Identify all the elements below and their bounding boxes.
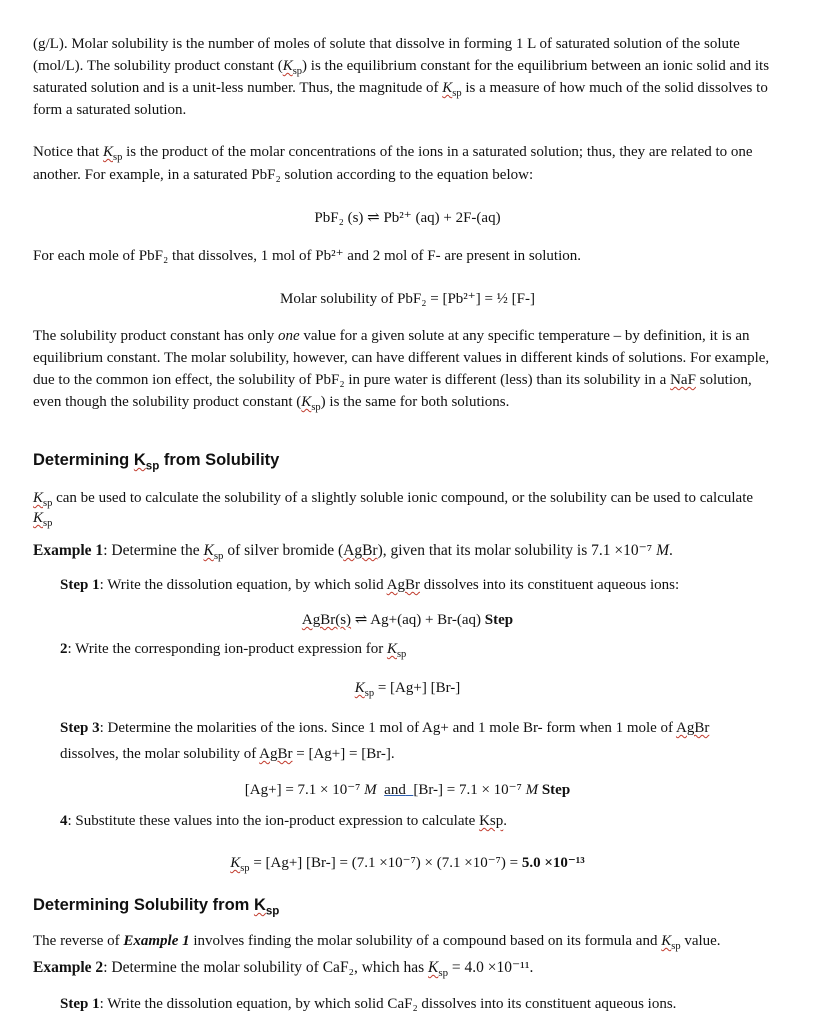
ksp-symbol: $K_{sp}$: [102, 144, 123, 163]
ksp-symbol: $K_{sp}$: [133, 451, 160, 473]
ksp-symbol: $K_{sp}$: [282, 58, 303, 77]
paragraph-line: due to the common ion effect, the solubility of PbF₂ in pure water is different (less) than its solubility in a NaF solution,: [33, 372, 752, 388]
ksp-symbol: $K_{sp}$: [428, 959, 449, 980]
paragraph-line: even though the solubility product constant $(K_{sp})$ is the same for both solutions.: [33, 394, 510, 413]
section-heading-solubility-from-ksp: Determining Solubility from $K_{sp}$: [33, 896, 280, 918]
equation-ion-molarities: [Ag+] = 7.1 × 10⁻⁷ M and [Br-] = 7.1 × 10⁻⁷ M Step: [244, 782, 571, 798]
ksp-symbol: $K_{sp}$: [33, 490, 53, 509]
step-1: Step 1: Write the dissolution equation, by which solid AgBr dissolves into its constituent aqueous ions:: [60, 577, 680, 593]
example-2: Example 2: Determine the molar solubility of CaF₂, which has $K_{sp} = 4.0 \times 10^{-11}$.: [33, 959, 534, 980]
paragraph-line: $K_{sp}$ can be used to calculate the solubility of a slightly soluble ionic compound, or the solubility can be used to calculate: [33, 490, 754, 509]
paragraph-line: Notice that $K_{sp}$ is the product of the molar concentrations of the ions in a saturated solution; thus, they are related to one: [33, 144, 753, 163]
ksp-symbol: $K_{sp}$: [661, 933, 681, 952]
paragraph-line: saturated solution and is a unit-less number. Thus, the magnitude of $K_{sp}$ is a measure of how much of the solid dissolves to: [33, 80, 768, 99]
section-heading-ksp-from-solubility: Determining $K_{sp}$ from Solubility: [33, 451, 280, 473]
step-3: Step 3: Determine the molarities of the ions. Since 1 mol of Ag+ and 1 mole Br- form when 1 mole of AgBr: [60, 720, 710, 736]
paragraph-line: The solubility product constant has only one value for a given solute at any specific temperature – by definition, it is an: [33, 328, 750, 344]
ksp-symbol: $K_{sp}$: [253, 896, 280, 918]
paragraph-line: For each mole of PbF₂ that dissolves, 1 mol of Pb²⁺ and 2 mol of F- are present in solution.: [33, 248, 582, 264]
paragraph-line: The reverse of Example 1 involves finding the molar solubility of a compound based on its formula and $K_{sp}$ value.: [33, 933, 721, 952]
equation-ksp-result: $K_{sp} = [Ag+] [Br-] = (7.1 \times 10^{-7}) \times (7.1 \times 10^{-7}) = 5.0 \times 10^{-13}$: [230, 855, 585, 874]
ksp-symbol: $K_{sp}$: [33, 510, 53, 529]
ksp-symbol: $K_{sp}$: [230, 855, 250, 874]
paragraph-line: form a saturated solution.: [33, 102, 187, 118]
equation-agbr-dissolution: AgBr(s) ⇌ Ag+(aq) + Br-(aq) Step: [301, 612, 514, 628]
step-4: 4: Substitute these values into the ion-product expression to calculate Ksp.: [60, 813, 507, 829]
step-2: 2: Write the corresponding ion-product expression for $K_{sp}$: [60, 641, 407, 660]
equation-ksp-expression: $K_{sp} = [Ag+]$ [Br-]: [354, 680, 461, 699]
step-1-example-2: Step 1: Write the dissolution equation, by which solid CaF₂ dissolves into its constituent aqueous ions.: [60, 996, 677, 1012]
ksp-symbol: $K_{sp}$: [442, 80, 462, 99]
ksp-symbol: $K_{sp}$: [203, 542, 224, 563]
ksp-symbol: $K_{sp}$: [354, 680, 375, 699]
paragraph-line: equilibrium constant. The molar solubility, however, can have different values in different kinds of solutions. For example,: [33, 350, 770, 366]
paragraph-line: (g/L). Molar solubility is the number of moles of solute that dissolve in forming 1 L of saturated solution of the solute: [33, 36, 740, 52]
example-1: Example 1: Determine the $K_{sp}$ of silver bromide (AgBr), given that its molar solubility is 7.1 ×10⁻⁷ M.: [33, 542, 673, 563]
ksp-symbol: $K_{sp}$: [386, 641, 407, 660]
paragraph-line: (mol/L). The solubility product constant $(K_{sp})$ is the equilibrium constant for the equilibrium between an ionic solid and its: [33, 58, 770, 77]
ksp-symbol: $K_{sp}$: [301, 394, 321, 413]
paragraph-line: [33, 507, 785, 529]
step-3-line-2: dissolves, the molar solubility of AgBr = [Ag+] = [Br-].: [60, 746, 395, 762]
equation-pbf2-dissolution: PbF₂ (s) ⇌ Pb²⁺ (aq) + 2F-(aq): [314, 210, 501, 226]
equation-molar-solubility-pbf2: Molar solubility of PbF₂ = [Pb²⁺] = ½ [F-]: [280, 291, 535, 307]
paragraph-line: another. For example, in a saturated PbF₂ solution according to the equation below:: [33, 167, 534, 183]
